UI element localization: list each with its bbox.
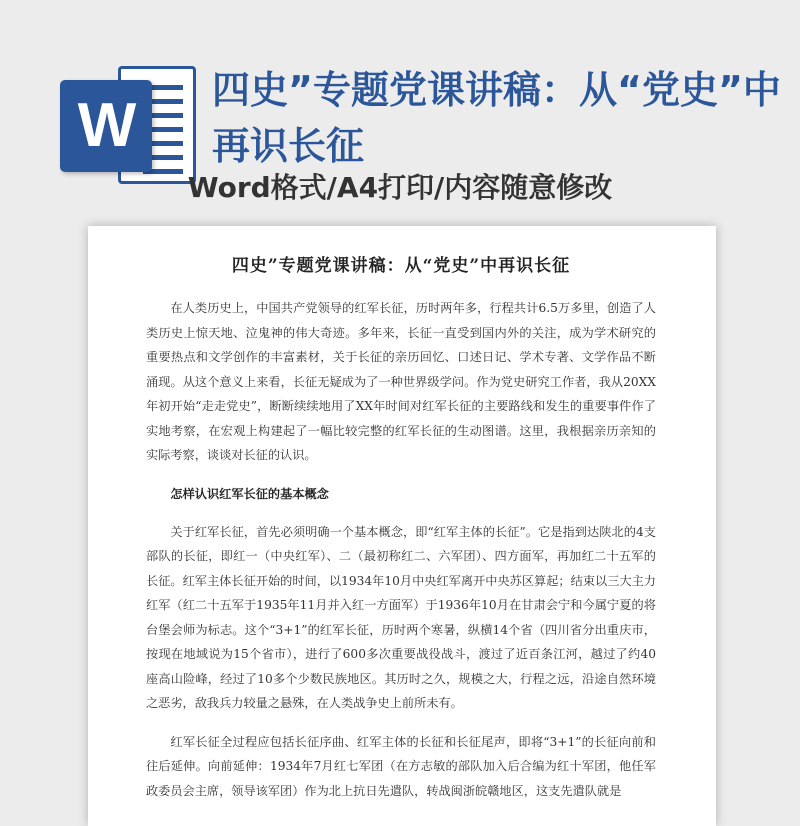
document-body [146, 254, 656, 817]
paragraph: 关于红军长征，首先必须明确一个基本概念，即“红军主体的长征”。它是指到达陕北的4支部队的长征，即红一（中央红军）、二（最初称红二、六军团）、四方面军，再加红二十五军的长征。红军主体长征开始的时间，以1934年10月中央红军离开中央苏区算起；结束以三大主力红军（红二十五军于1935年11月并入红一方面军）于1936年10月在甘肃会宁和今属宁夏的将台堡会师为标志。这个“3+1”的红军长征，历时两个寒暑，纵横14个省（四川省分出重庆市，按现在地域说为15个省市），进行了600多次重要战役战斗，渡过了近百条江河，越过了约40座高山险峰，经过了10多个少数民族地区。其历时之久，规模之大，行程之远，沿途自然环境之恶劣，敌我兵力较量之悬殊，在人类战争史上前所未有。 [146, 524, 656, 710]
section-heading: 怎样认识红军长征的基本概念 [170, 486, 329, 501]
banner-title: 四史”专题党课讲稿：从“党史”中再识长征 [212, 68, 781, 168]
word-letter: W [77, 91, 135, 160]
format-subtitle: Word格式/A4打印/内容随意修改 [187, 171, 613, 204]
document-page [88, 226, 716, 826]
word-logo-icon [60, 66, 200, 184]
document-title: 四史”专题党课讲稿：从“党史”中再识长征 [231, 256, 571, 276]
word-tile [60, 80, 152, 172]
paragraph: 在人类历史上，中国共产党领导的红军长征，历时两年多，行程共计6.5万多里，创造了人类历史上惊天地、泣鬼神的伟大奇迹。多年来，长征一直受到国内外的关注，成为学术研究的重要热点和文学创作的丰富素材，关于长征的亲历回忆、口述日记、学术专著、文学作品不断涌现。从这个意义上来看，长征无疑成为了一种世界级学问。作为党史研究工作者，我从20XX年初开始“走走党史”，断断续续地用了XX年时间对红军长征的主要路线和发生的重要事件作了实地考察，在宏观上构建起了一幅比较完整的红军长征的生动图谱。这里，我根据亲历亲知的实际考察，谈谈对长征的认识。 [146, 301, 656, 462]
paragraph: 红军长征全过程应包括长征序曲、红军主体的长征和长征尾声，即将“3+1”的长征向前和往后延伸。向前延伸：1934年7月红七军团（在方志敏的部队加入后合编为红十军团，他任军政委员会主席，领导该军团）作为北上抗日先遣队，转战闽浙皖赣地区，这支先遣队就是 [146, 734, 656, 798]
